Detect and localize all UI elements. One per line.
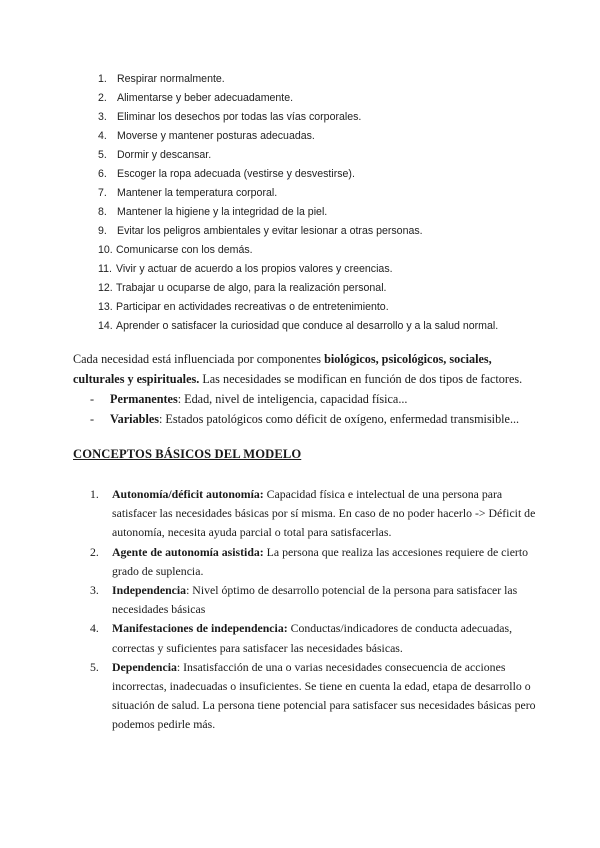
factors-list [90, 389, 519, 429]
list-item [90, 389, 519, 409]
list-number: 11. [98, 263, 112, 275]
list-item [98, 262, 498, 281]
list-text: Trabajar u ocuparse de algo, para la realización personal. [116, 282, 387, 294]
list-item [98, 224, 498, 243]
list-item [98, 129, 498, 148]
concept-term: Agente de autonomía asistida: [112, 544, 264, 559]
concept-desc: : Nivel óptimo de desarrollo potencial de la persona para satisfacer las necesidades básicas [112, 583, 518, 617]
dash-bullet: - [90, 392, 95, 406]
concept-term: Independencia [112, 583, 187, 598]
list-item [90, 485, 540, 543]
list-text: Comunicarse con los demás. [116, 244, 253, 256]
concept-desc: : Insatisfacción de una o varias necesidades consecuencia de acciones incorrectas, inadecuadas o insuficientes. Se tiene en cuenta la edad, etapa de desarrollo o situación de salud. La persona tiene potencial para satisfacer sus necesidades básicas pero podemos pedirle más. [112, 659, 536, 732]
list-number: 9. [98, 225, 107, 237]
list-text: Mantener la temperatura corporal. [117, 187, 278, 199]
list-item [90, 658, 540, 735]
list-number: 3. [90, 583, 99, 598]
concept-term: Dependencia [112, 659, 177, 674]
list-number: 14. [98, 320, 113, 332]
factor-term: Variables [110, 412, 159, 426]
list-number: 2. [98, 92, 107, 104]
list-number: 1. [98, 73, 107, 85]
influence-paragraph [73, 349, 543, 389]
concepts-list [90, 485, 540, 735]
list-item [98, 243, 498, 262]
list-number: 4. [90, 621, 99, 636]
list-text: Dormir y descansar. [117, 149, 212, 161]
list-text: Alimentarse y beber adecuadamente. [117, 92, 294, 104]
list-number: 3. [98, 111, 107, 123]
list-item [98, 205, 498, 224]
list-item [90, 619, 540, 657]
list-number: 8. [98, 206, 107, 218]
list-text: Aprender o satisfacer la curiosidad que conduce al desarrollo y a la salud normal. [116, 320, 499, 332]
factor-desc: : Estados patológicos como déficit de oxígeno, enfermedad transmisible... [158, 412, 520, 426]
paragraph-components: biológicos, psicológicos, sociales, culturales y espirituales. [73, 352, 492, 386]
concept-desc: La persona que realiza las accesiones requiere de cierto grado de suplencia. [112, 544, 529, 578]
list-item [90, 581, 540, 619]
section-heading: CONCEPTOS BÁSICOS DEL MODELO [73, 447, 302, 461]
list-text: Respirar normalmente. [117, 73, 225, 85]
list-item [98, 110, 498, 129]
list-text: Eliminar los desechos por todas las vías corporales. [117, 111, 362, 123]
list-text: Escoger la ropa adecuada (vestirse y desvestirse). [117, 168, 355, 180]
list-number: 12. [98, 282, 113, 294]
list-item [98, 91, 498, 110]
list-item [90, 409, 519, 429]
concept-desc: Capacidad física e intelectual de una persona para satisfacer las necesidades básicas por sí misma. En caso de no poder hacerlo -> Déficit de autonomía, necesita ayuda parcial o total para satisfacerlas. [112, 487, 536, 540]
list-number: 1. [90, 487, 99, 501]
list-item [98, 281, 498, 300]
paragraph-intro: Cada necesidad está influenciada por componentes [73, 352, 325, 366]
dash-bullet: - [90, 412, 95, 426]
list-text: Vivir y actuar de acuerdo a los propios valores y creencias. [116, 263, 393, 275]
list-text: Evitar los peligros ambientales y evitar lesionar a otras personas. [117, 225, 423, 237]
list-item [98, 186, 498, 205]
concept-desc: Conductas/indicadores de conducta adecuadas, correctas y suficientes para satisfacer las necesidades básicas. [112, 621, 513, 655]
list-item [90, 543, 540, 581]
list-number: 13. [98, 301, 113, 313]
list-text: Participar en actividades recreativas o de entretenimiento. [116, 301, 389, 313]
list-text: Mantener la higiene y la integridad de la piel. [117, 206, 328, 218]
needs-list [98, 72, 498, 338]
paragraph-outro: Las necesidades se modifican en función de dos tipos de factores. [199, 372, 523, 386]
list-number: 10. [98, 244, 113, 256]
list-number: 2. [90, 544, 99, 559]
list-item [98, 300, 498, 319]
concept-term: Manifestaciones de independencia: [112, 621, 288, 636]
list-item [98, 167, 498, 186]
list-item [98, 319, 498, 338]
list-number: 6. [98, 168, 107, 180]
list-number: 4. [98, 130, 107, 142]
list-item [98, 72, 498, 91]
list-number: 5. [98, 149, 107, 161]
list-text: Moverse y mantener posturas adecuadas. [117, 130, 315, 142]
factor-desc: : Edad, nivel de inteligencia, capacidad física... [177, 392, 408, 406]
list-number: 7. [98, 187, 107, 199]
list-number: 5. [90, 659, 99, 674]
list-item [98, 148, 498, 167]
factor-term: Permanentes [110, 392, 178, 406]
concept-term: Autonomía/déficit autonomía: [112, 487, 264, 501]
